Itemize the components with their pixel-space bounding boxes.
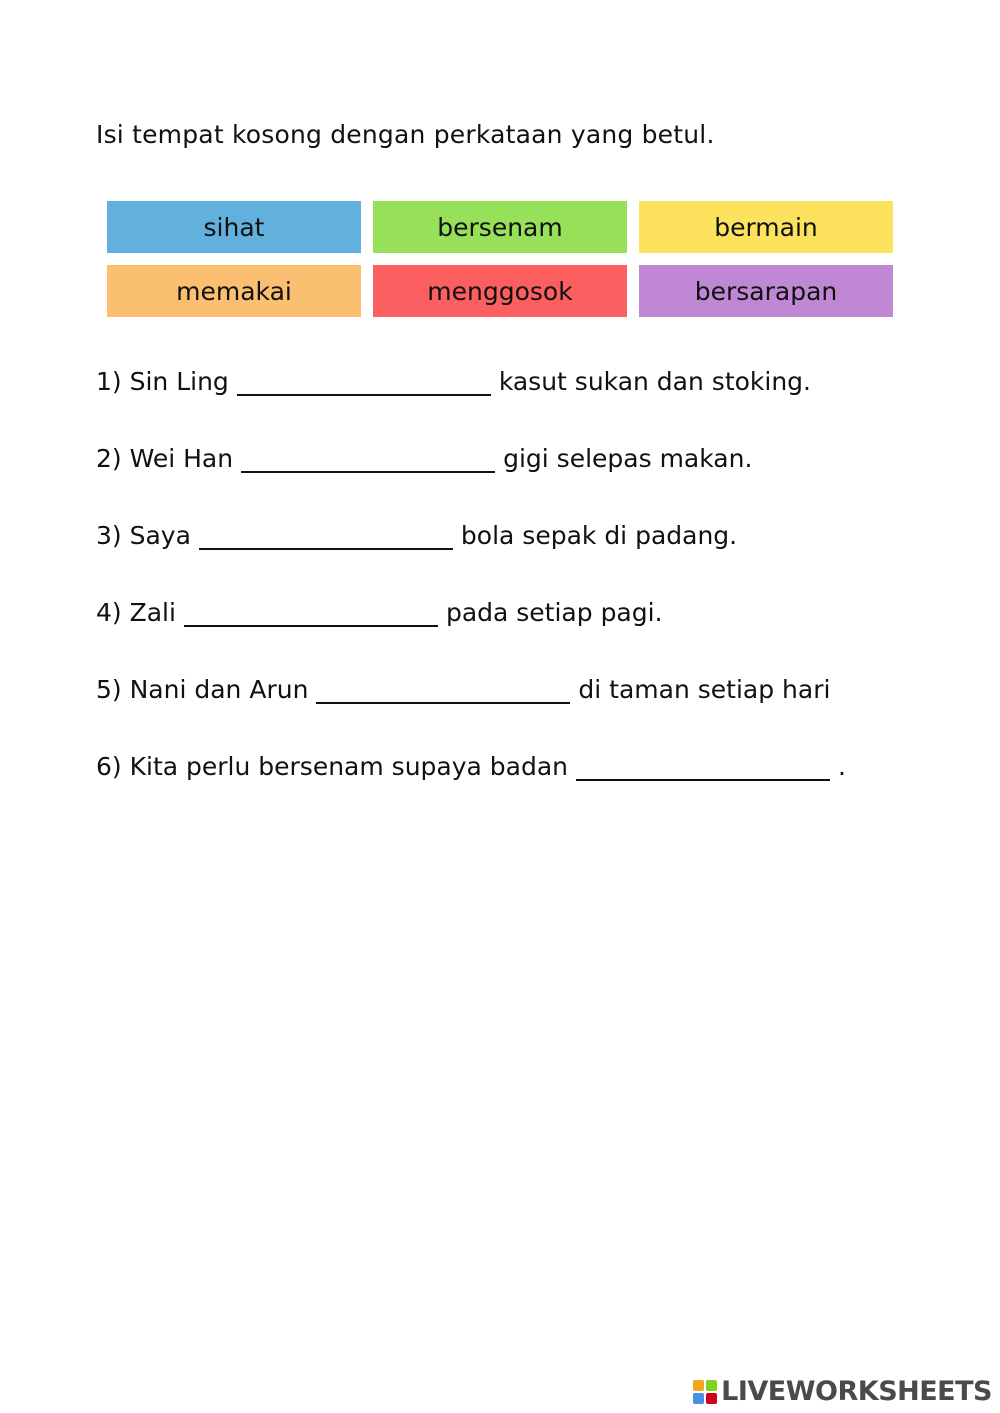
logo-text: LIVEWORKSHEETS xyxy=(721,1376,992,1407)
word-tile[interactable]: bersarapan xyxy=(639,265,893,317)
logo-square xyxy=(693,1393,704,1404)
question-text: 1) Sin Ling xyxy=(96,367,229,396)
question-4 xyxy=(96,593,846,670)
question-text: 2) Wei Han xyxy=(96,444,234,473)
question-text: kasut sukan dan stoking. xyxy=(498,367,811,396)
answer-blank[interactable] xyxy=(576,741,830,781)
logo-mark-icon xyxy=(693,1380,717,1404)
question-6 xyxy=(96,747,846,824)
word-bank xyxy=(107,201,892,317)
answer-blank[interactable] xyxy=(237,356,491,396)
answer-blank[interactable] xyxy=(184,587,438,627)
question-text: bola sepak di padang. xyxy=(460,521,738,550)
word-tile[interactable]: bermain xyxy=(639,201,893,253)
question-text: 3) Saya xyxy=(96,521,191,550)
question-text: pada setiap pagi. xyxy=(445,598,663,627)
word-tile[interactable]: memakai xyxy=(107,265,361,317)
logo-square xyxy=(706,1380,717,1391)
logo-square xyxy=(693,1380,704,1391)
logo-square xyxy=(706,1393,717,1404)
question-text: 4) Zali xyxy=(96,598,176,627)
word-tile[interactable]: sihat xyxy=(107,201,361,253)
question-text: . xyxy=(838,752,846,781)
word-tile[interactable]: bersenam xyxy=(373,201,627,253)
answer-blank[interactable] xyxy=(241,433,495,473)
liveworksheets-logo xyxy=(693,1376,992,1407)
question-text: gigi selepas makan. xyxy=(503,444,753,473)
question-text: 5) Nani dan Arun xyxy=(96,675,309,704)
question-1 xyxy=(96,362,846,439)
question-3 xyxy=(96,516,846,593)
question-text: 6) Kita perlu bersenam supaya badan xyxy=(96,752,569,781)
instruction-text: Isi tempat kosong dengan perkataan yang betul. xyxy=(96,120,715,149)
answer-blank[interactable] xyxy=(199,510,453,550)
question-text: di taman setiap hari xyxy=(578,675,831,704)
question-5 xyxy=(96,670,846,747)
word-tile[interactable]: menggosok xyxy=(373,265,627,317)
question-2 xyxy=(96,439,846,516)
answer-blank[interactable] xyxy=(316,664,570,704)
question-list xyxy=(96,362,846,824)
